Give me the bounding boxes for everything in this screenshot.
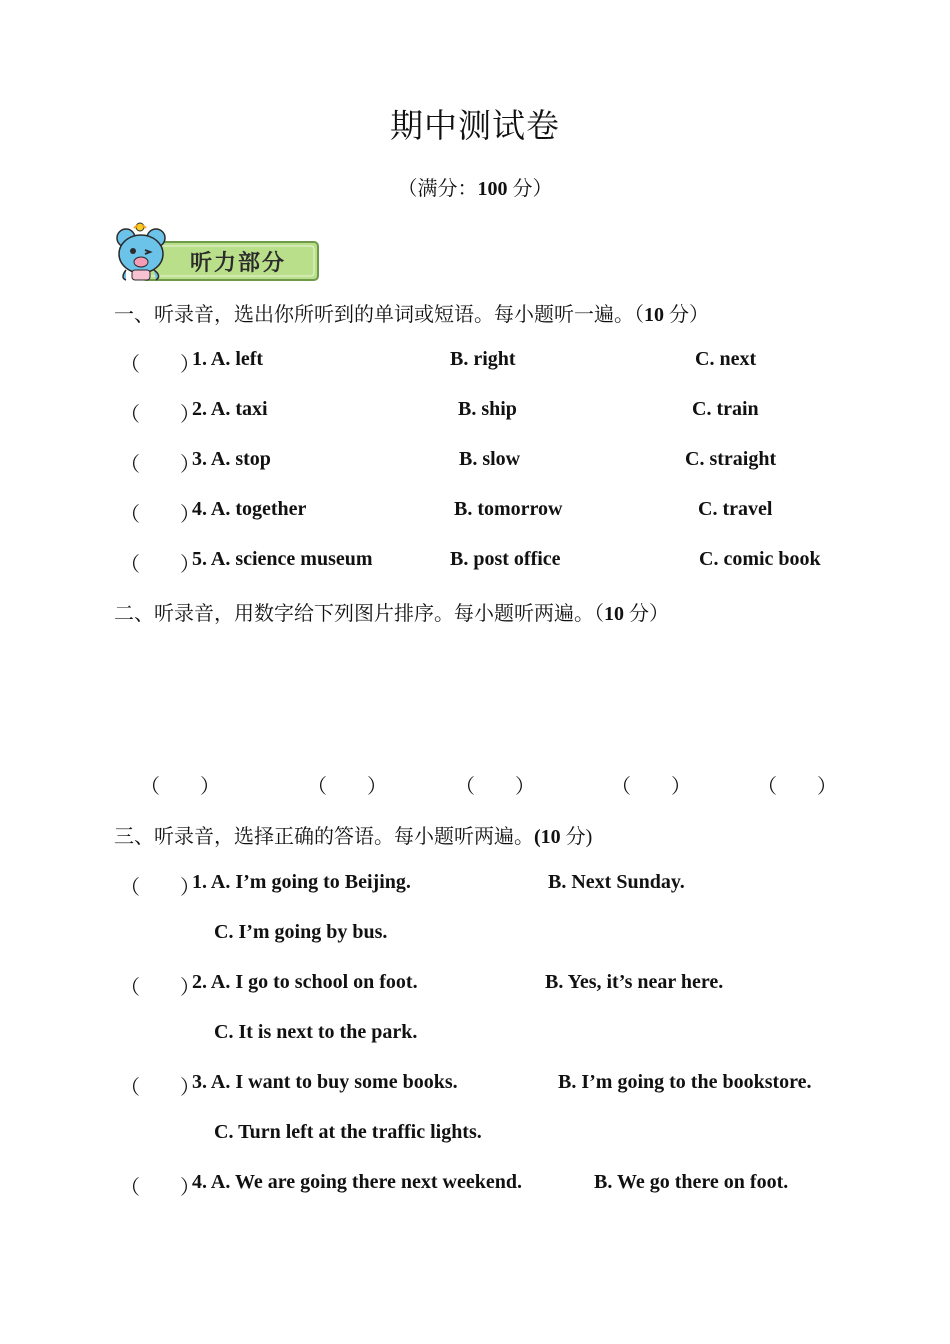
listening-badge	[112, 222, 322, 282]
subtitle-prefix: （满分：	[397, 178, 478, 200]
option-c: C. train	[692, 398, 759, 420]
section-3-text: 三、听录音，选择正确的答语。每小题听两遍。	[114, 826, 534, 848]
section-2-heading	[114, 597, 669, 626]
answer-blank[interactable]: （ ）	[120, 454, 200, 476]
option-b: B. We go there on foot.	[594, 1171, 789, 1193]
section-2-end: 分）	[624, 603, 669, 625]
option-b: B. Next Sunday.	[548, 871, 685, 893]
picture-order-blank[interactable]: （ ）	[611, 776, 691, 798]
page-title: 期中测试卷	[390, 109, 560, 145]
option-a: 4. A. together	[192, 498, 307, 520]
picture-order-blank[interactable]: （ ）	[307, 776, 387, 798]
answer-blank[interactable]: （ ）	[120, 354, 200, 376]
answer-blank[interactable]: （ ）	[120, 1177, 200, 1199]
section-2-text: 二、听录音，用数字给下列图片排序。每小题听两遍。（	[114, 603, 604, 625]
picture-order-blank[interactable]: （ ）	[455, 776, 535, 798]
option-c: C. travel	[698, 498, 773, 520]
answer-blank[interactable]: （ ）	[120, 877, 200, 899]
option-b: B. I’m going to the bookstore.	[558, 1071, 812, 1093]
option-b: B. tomorrow	[454, 498, 563, 520]
option-a: 4. A. We are going there next weekend.	[192, 1171, 522, 1193]
option-c: C. next	[695, 348, 757, 370]
section-3-heading	[114, 820, 592, 849]
option-a: 3. A. I want to buy some books.	[192, 1071, 458, 1093]
option-b: B. post office	[450, 548, 561, 570]
option-c: C. comic book	[699, 548, 821, 570]
option-a: 2. A. taxi	[192, 398, 268, 420]
option-b: B. right	[450, 348, 516, 370]
option-a: 5. A. science museum	[192, 548, 373, 570]
option-b: B. Yes, it’s near here.	[545, 971, 724, 993]
section-1-text: 一、听录音，选出你所听到的单词或短语。每小题听一遍。（	[114, 304, 644, 326]
option-c: C. Turn left at the traffic lights.	[214, 1121, 482, 1143]
option-a: 1. A. left	[192, 348, 264, 370]
section-1-end: 分）	[664, 304, 709, 326]
section-3-score: (10	[534, 826, 566, 848]
option-b: B. slow	[459, 448, 521, 470]
section-1-score: 10	[644, 304, 664, 326]
option-c: C. straight	[685, 448, 777, 470]
answer-blank[interactable]: （ ）	[120, 1077, 200, 1099]
answer-blank[interactable]: （ ）	[120, 554, 200, 576]
option-a: 1. A. I’m going to Beijing.	[192, 871, 411, 893]
option-a: 2. A. I go to school on foot.	[192, 971, 418, 993]
answer-blank[interactable]: （ ）	[120, 404, 200, 426]
subtitle-score: 100	[477, 178, 508, 200]
option-c: C. I’m going by bus.	[214, 921, 388, 943]
answer-blank[interactable]: （ ）	[120, 504, 200, 526]
section-2-score: 10	[604, 603, 624, 625]
option-c: C. It is next to the park.	[214, 1021, 418, 1043]
score-subtitle	[0, 172, 950, 201]
badge-label: 听力部分	[190, 251, 287, 276]
option-a: 3. A. stop	[192, 448, 271, 470]
picture-order-blank[interactable]: （ ）	[140, 776, 220, 798]
subtitle-suffix: 分）	[507, 178, 553, 200]
answer-blank[interactable]: （ ）	[120, 977, 200, 999]
section-1-heading	[114, 298, 709, 327]
picture-order-blank[interactable]: （ ）	[757, 776, 837, 798]
option-b: B. ship	[458, 398, 517, 420]
section-3-end: 分)	[565, 826, 593, 848]
